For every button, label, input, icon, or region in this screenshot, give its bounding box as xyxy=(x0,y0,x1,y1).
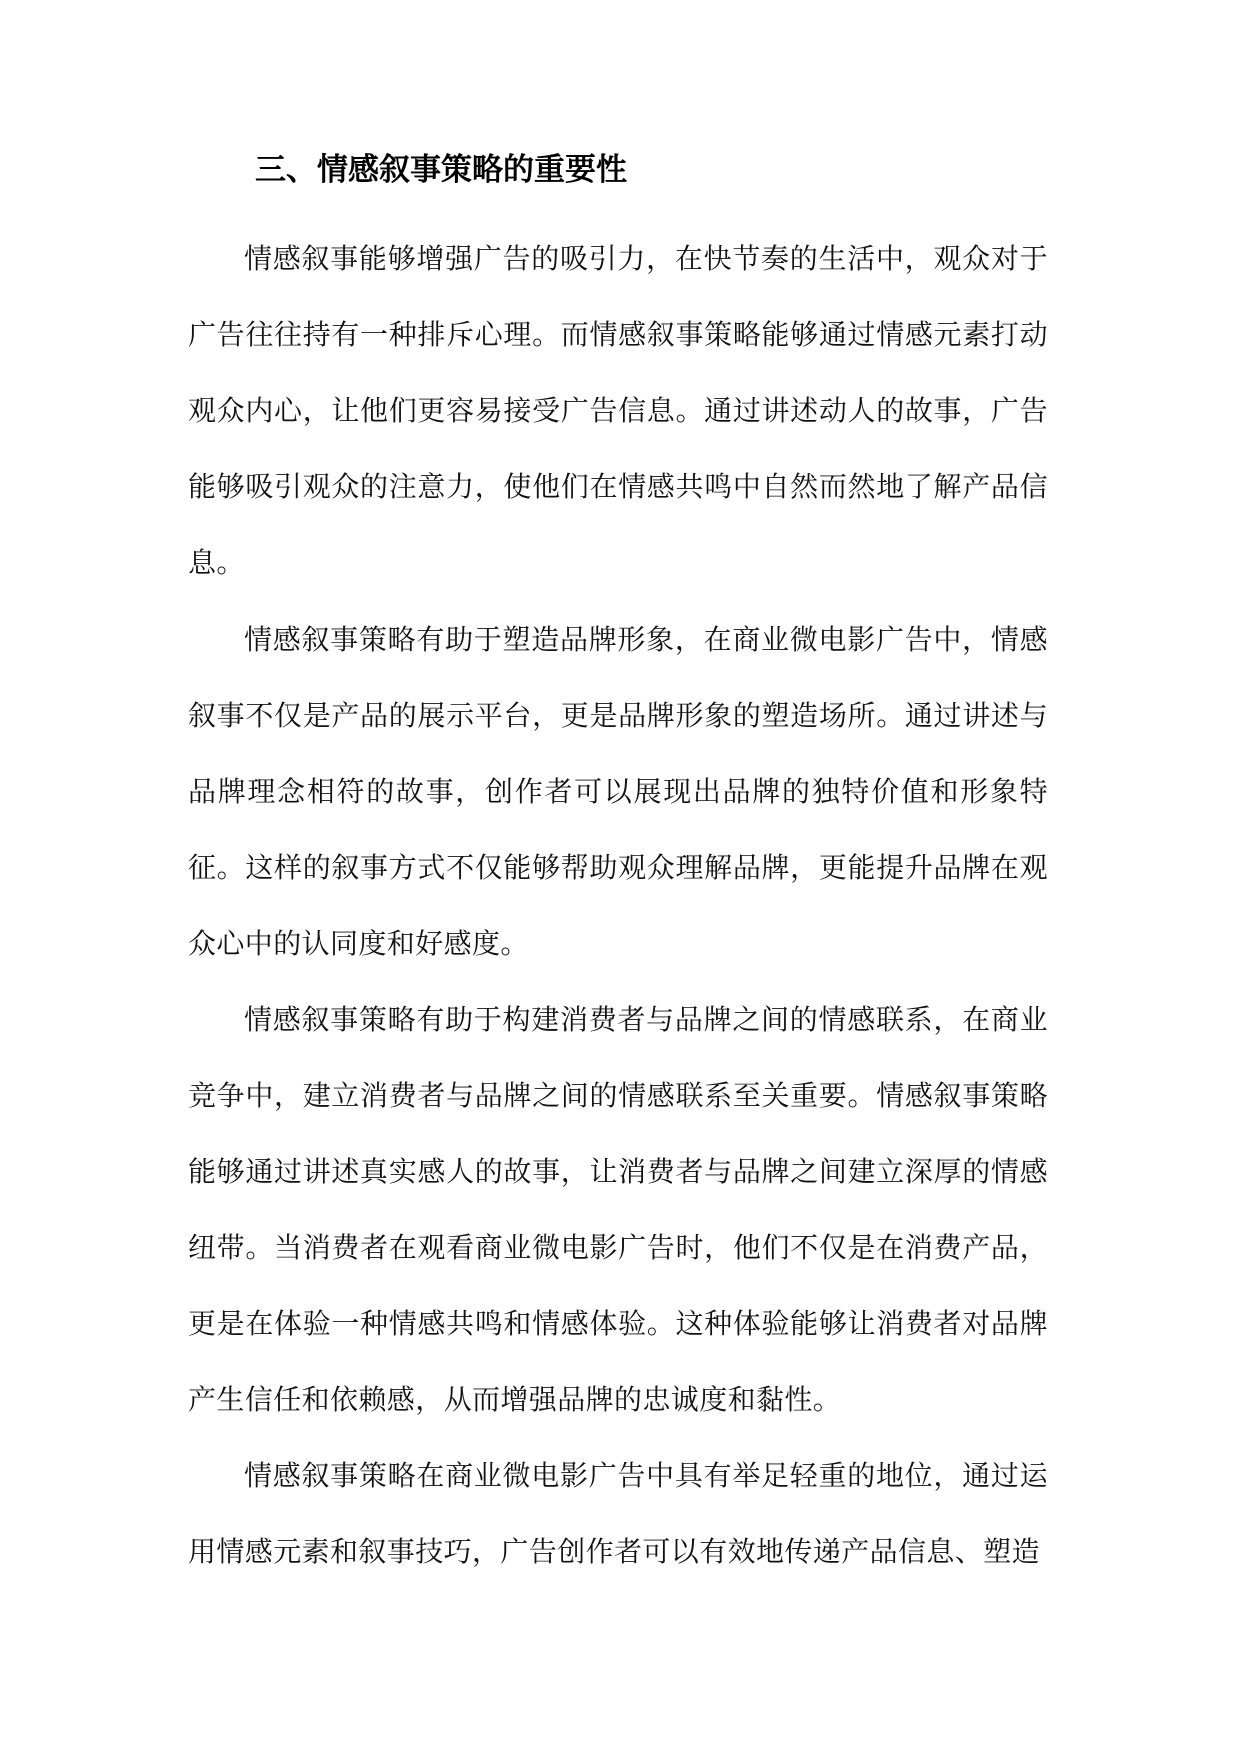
paragraph-importance: 情感叙事策略在商业微电影广告中具有举足轻重的地位，通过运用情感元素和叙事技巧，广告创作者可以有效地传递产品信息、塑造 xyxy=(188,1459,1048,1568)
section-heading: 三、情感叙事策略的重要性 xyxy=(255,152,627,188)
paragraph-attraction: 情感叙事能够增强广告的吸引力，在快节奏的生活中，观众对于广告往往持有一种排斥心理。而情感叙事策略能够通过情感元素打动观众内心，让他们更容易接受广告信息。通过讲述动人的故事，广告能够吸引观众的注意力，使他们在情感共鸣中自然而然地了解产品信息。 xyxy=(188,242,1048,579)
paragraph-emotional-connection: 情感叙事策略有助于构建消费者与品牌之间的情感联系，在商业竞争中，建立消费者与品牌之间的情感联系至关重要。情感叙事策略能够通过讲述真实感人的故事，让消费者与品牌之间建立深厚的情感纽带。当消费者在观看商业微电影广告时，他们不仅是在消费产品，更是在体验一种情感共鸣和情感体验。这种体验能够让消费者对品牌产生信任和依赖感，从而增强品牌的忠诚度和黏性。 xyxy=(188,1003,1048,1416)
paragraph-brand-image: 情感叙事策略有助于塑造品牌形象，在商业微电影广告中，情感叙事不仅是产品的展示平台，更是品牌形象的塑造场所。通过讲述与品牌理念相符的故事，创作者可以展现出品牌的独特价值和形象特征。这样的叙事方式不仅能够帮助观众理解品牌，更能提升品牌在观众心中的认同度和好感度。 xyxy=(188,623,1048,960)
